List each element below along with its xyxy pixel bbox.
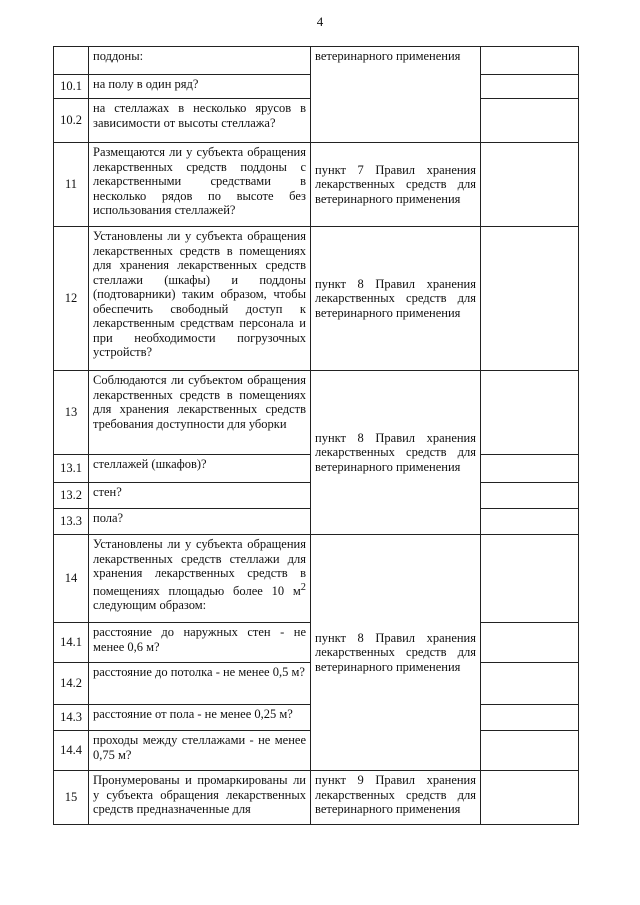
table-row: [54, 227, 579, 371]
question-text: Пронумерованы и промаркированы ли у субъекта обращения лекарственных средств предназначенные для: [89, 771, 311, 825]
row-number: [54, 47, 89, 75]
answer-cell[interactable]: [481, 143, 579, 227]
question-text: на стеллажах в несколько ярусов в зависимости от высоты стеллажа?: [89, 99, 311, 143]
legal-reference: ветеринарного применения: [311, 47, 481, 143]
question-text: стен?: [89, 483, 311, 509]
legal-reference: пункт 8 Правил хранения лекарственных средств для ветеринарного применения: [311, 371, 481, 535]
answer-cell[interactable]: [481, 75, 579, 99]
row-number: 15: [54, 771, 89, 825]
table-row: [54, 143, 579, 227]
answer-cell[interactable]: [481, 535, 579, 623]
table-row: [54, 771, 579, 825]
answer-cell[interactable]: [481, 509, 579, 535]
row-number: 14.4: [54, 731, 89, 771]
legal-reference: пункт 9 Правил хранения лекарственных средств для ветеринарного применения: [311, 771, 481, 825]
question-text: расстояние до наружных стен - не менее 0,6 м?: [89, 623, 311, 663]
row-number: 12: [54, 227, 89, 371]
checklist-table: [53, 46, 579, 825]
answer-cell[interactable]: [481, 483, 579, 509]
row-number: 14: [54, 535, 89, 623]
superscript: 2: [300, 581, 306, 593]
legal-reference: пункт 7 Правил хранения лекарственных средств для ветеринарного применения: [311, 143, 481, 227]
row-number: 10.2: [54, 99, 89, 143]
row-number: 13.1: [54, 455, 89, 483]
question-text-main: Установлены ли у субъекта обращения лекарственных средств стеллажи для хранения лекарственных средств в помещениях площадью более 10 м: [93, 537, 306, 598]
page-number: 4: [316, 14, 324, 29]
question-text: [89, 535, 311, 623]
answer-cell[interactable]: [481, 371, 579, 455]
row-number: 13: [54, 371, 89, 455]
answer-cell[interactable]: [481, 227, 579, 371]
answer-cell[interactable]: [481, 731, 579, 771]
question-text: Размещаются ли у субъекта обращения лекарственных средств поддоны с лекарственными средствами в несколько рядов по высоте без использования стеллажей?: [89, 143, 311, 227]
legal-reference: пункт 8 Правил хранения лекарственных средств для ветеринарного применения: [311, 535, 481, 771]
answer-cell[interactable]: [481, 455, 579, 483]
table-row: [54, 371, 579, 455]
table-row: [54, 47, 579, 75]
row-number: 10.1: [54, 75, 89, 99]
question-text-tail: следующим образом:: [93, 598, 207, 613]
answer-cell[interactable]: [481, 99, 579, 143]
row-number: 11: [54, 143, 89, 227]
question-text: проходы между стеллажами - не менее 0,75 м?: [89, 731, 311, 771]
row-number: 13.2: [54, 483, 89, 509]
row-number: 14.1: [54, 623, 89, 663]
answer-cell[interactable]: [481, 771, 579, 825]
row-number: 14.2: [54, 663, 89, 705]
answer-cell[interactable]: [481, 623, 579, 663]
answer-cell[interactable]: [481, 47, 579, 75]
question-text: поддоны:: [89, 47, 311, 75]
answer-cell[interactable]: [481, 705, 579, 731]
row-number: 13.3: [54, 509, 89, 535]
question-text: пола?: [89, 509, 311, 535]
question-text: на полу в один ряд?: [89, 75, 311, 99]
question-text: расстояние до потолка - не менее 0,5 м?: [89, 663, 311, 705]
question-text: Соблюдаются ли субъектом обращения лекарственных средств в помещениях для хранения лекарственных средств требования доступности для уборки: [89, 371, 311, 455]
question-text: стеллажей (шкафов)?: [89, 455, 311, 483]
question-text: расстояние от пола - не менее 0,25 м?: [89, 705, 311, 731]
table-row: [54, 535, 579, 623]
answer-cell[interactable]: [481, 663, 579, 705]
row-number: 14.3: [54, 705, 89, 731]
question-text: Установлены ли у субъекта обращения лекарственных средств в помещениях для хранения лекарственных средств стеллажи (шкафы) и поддоны (подтоварники) таким образом, чтобы обеспечить свободный доступ к лекарственным средствам персонала и при необходимости погрузочных устройств?: [89, 227, 311, 371]
legal-reference: пункт 8 Правил хранения лекарственных средств для ветеринарного применения: [311, 227, 481, 371]
